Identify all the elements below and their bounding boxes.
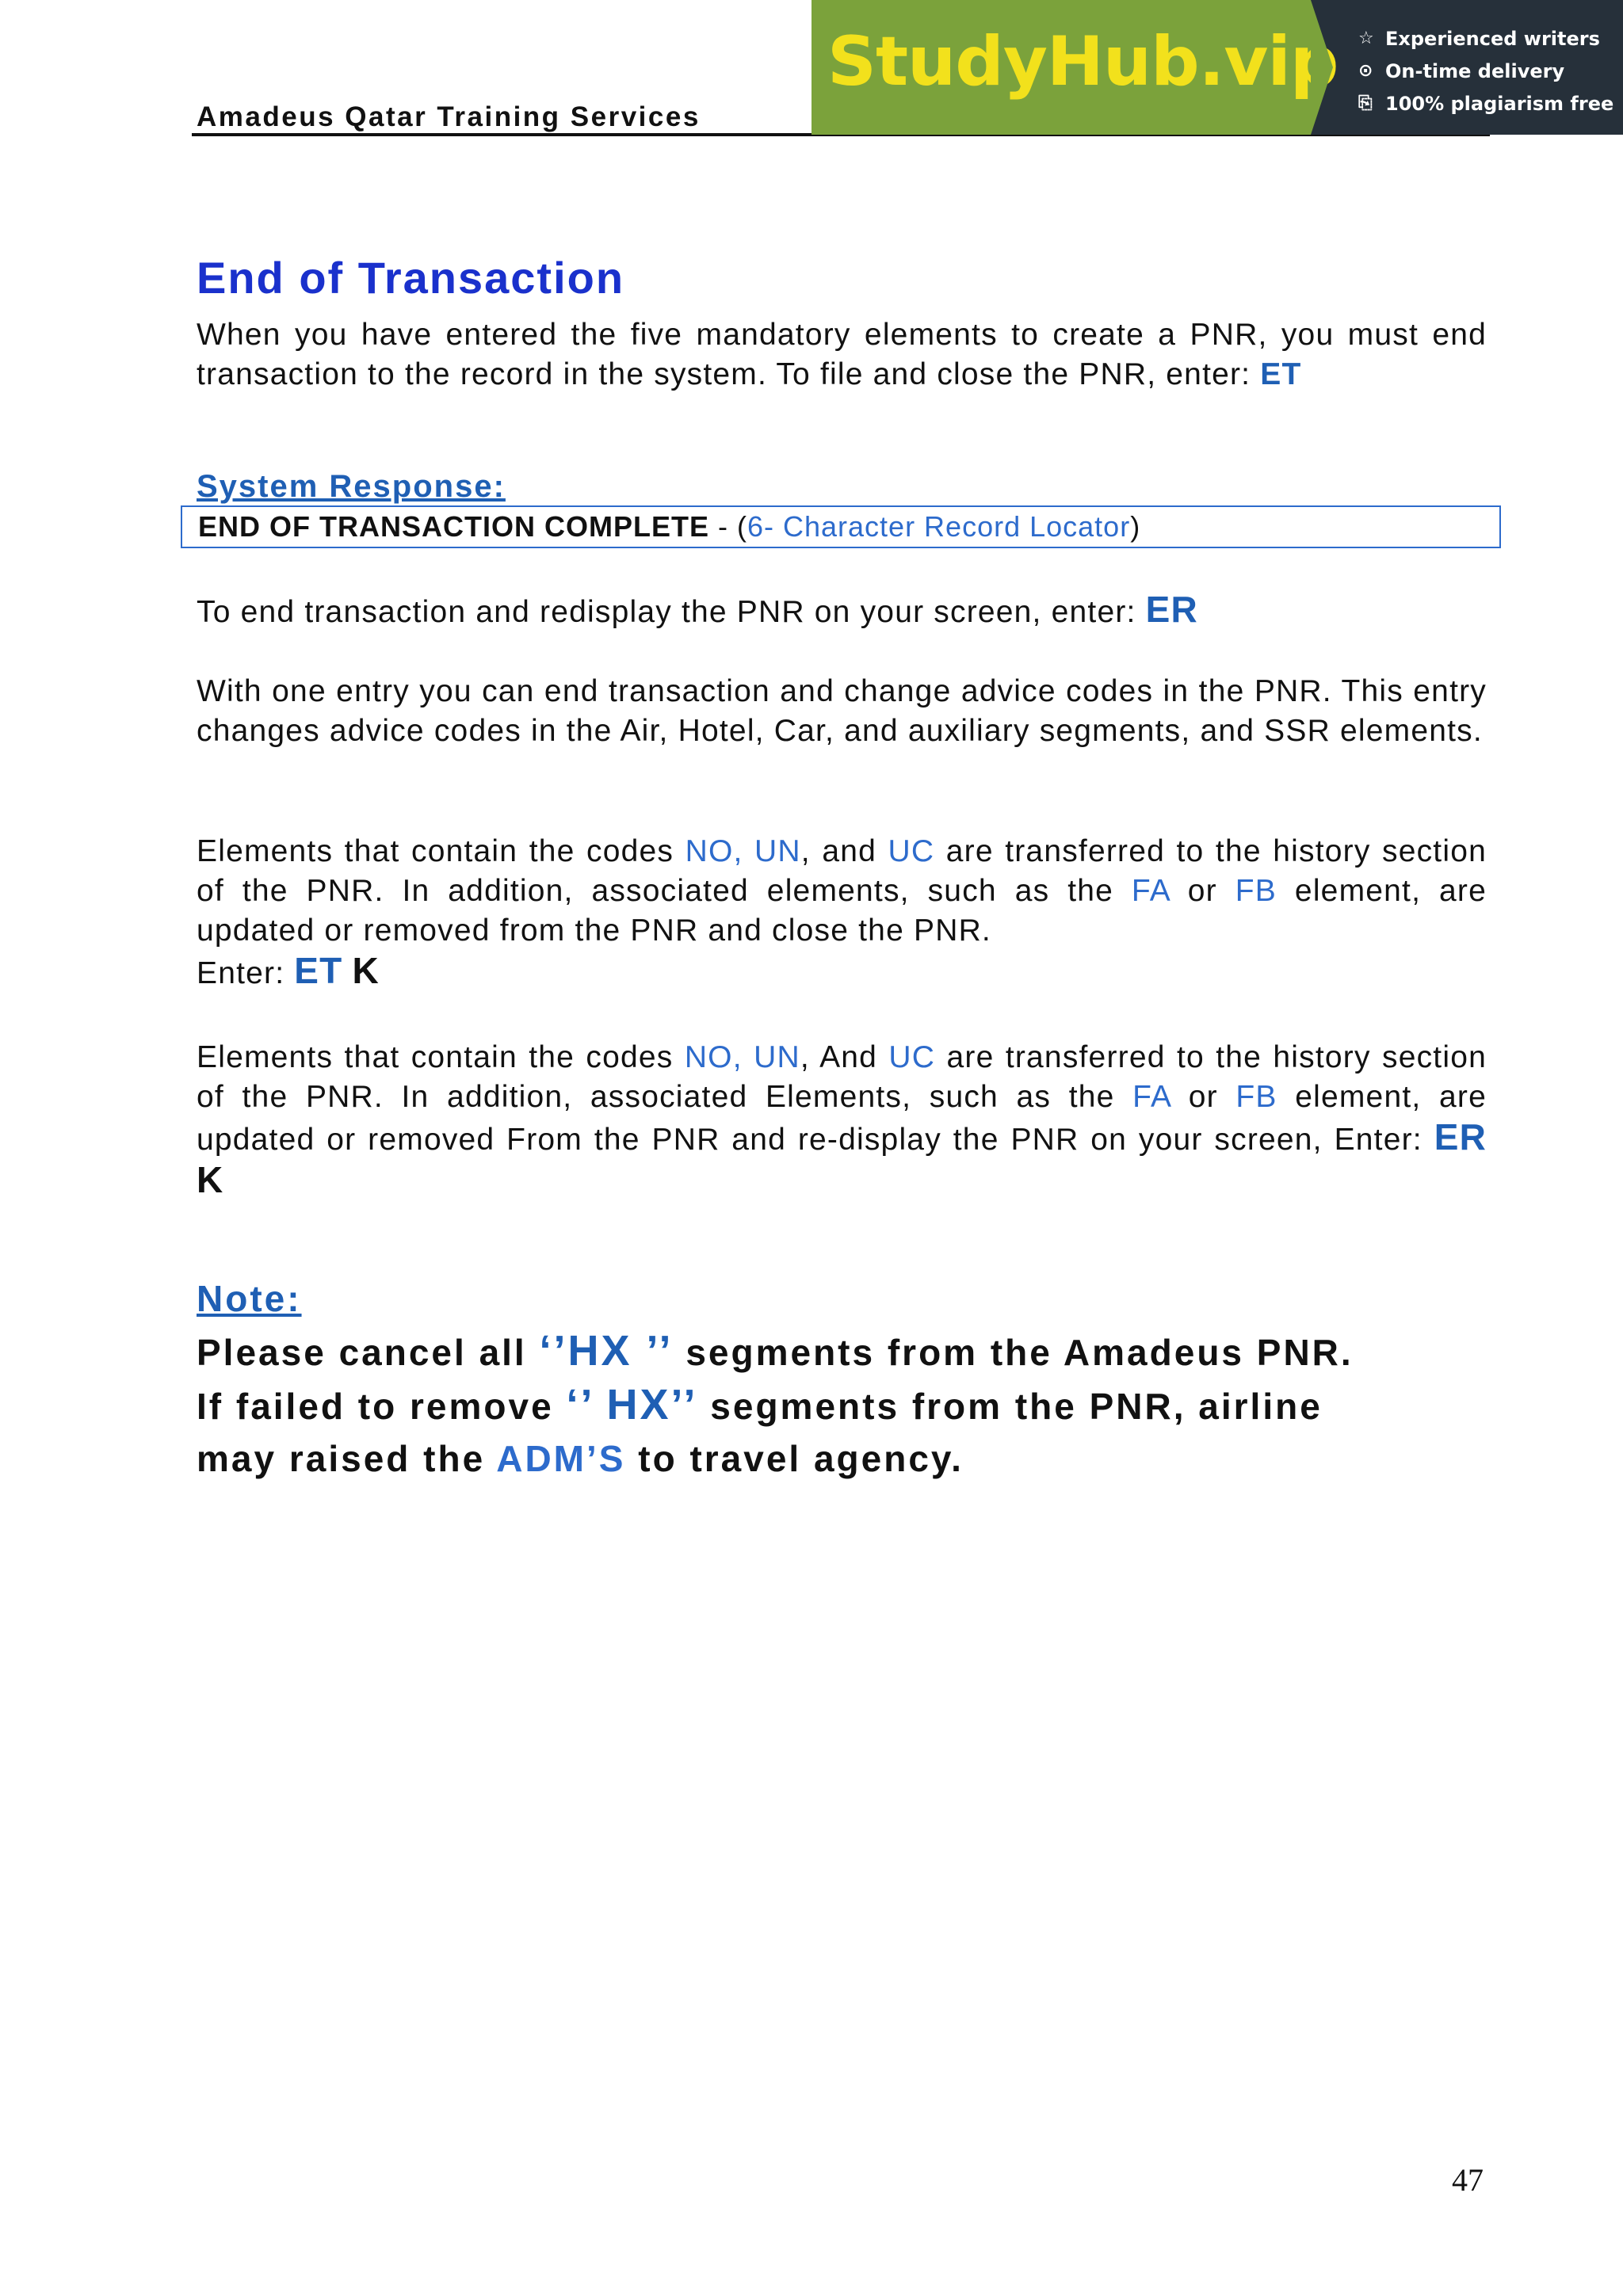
p1-text-c: are transferred to the history section of the PNR. In addition, associated elements, such as the	[197, 834, 1487, 908]
system-response-label: System Response:	[197, 469, 506, 504]
ad-features	[1311, 0, 1623, 135]
code-uc: UC	[888, 834, 935, 868]
system-response-box	[181, 505, 1501, 548]
code-no: NO,	[685, 834, 743, 868]
quote-mark: ‘’	[539, 1327, 568, 1375]
p2-text-c: are transferred to the history section of the PNR. In addition, associated Elements, such as the	[197, 1040, 1487, 1114]
k-command: K	[352, 950, 380, 991]
note-text-a: may raised the	[197, 1438, 497, 1479]
code-un: UN	[754, 834, 801, 868]
studyhub-logo[interactable]: StudyHub.vip	[827, 22, 1338, 101]
response-dash: - (	[709, 510, 747, 543]
document-header: Amadeus Qatar Training Services	[197, 101, 701, 132]
page-number: 47	[1452, 2162, 1484, 2198]
intro-paragraph	[197, 315, 1487, 395]
ad-feature-label: Experienced writers	[1385, 27, 1600, 50]
note-line-3	[197, 1432, 1496, 1485]
quote-mark: ‘’	[566, 1381, 593, 1428]
codes-paragraph-et	[197, 832, 1487, 994]
p1-text-a: Elements that contain the codes	[197, 834, 685, 868]
document-icon: ⎘	[1358, 93, 1373, 113]
p1-text-d: or	[1169, 874, 1235, 908]
response-close: )	[1130, 510, 1141, 543]
ad-banner[interactable]	[812, 0, 1623, 135]
redisplay-paragraph	[197, 589, 1487, 632]
k-command: K	[197, 1159, 224, 1200]
enter-label: Enter:	[197, 956, 295, 990]
er-command: ER	[1434, 1116, 1487, 1158]
response-main-text: END OF TRANSACTION COMPLETE	[198, 510, 709, 543]
note-line-1	[197, 1325, 1496, 1379]
redisplay-command: ER	[1145, 589, 1198, 630]
hx-code: HX	[567, 1327, 632, 1375]
ad-feature-label: 100% plagiarism free	[1385, 92, 1614, 115]
quote-mark: ’’	[632, 1327, 674, 1375]
code-fb: FB	[1235, 874, 1277, 908]
code-un: UN	[754, 1040, 800, 1074]
quote-mark: ’’	[670, 1381, 698, 1428]
note-text-a: If failed to remove	[197, 1386, 567, 1427]
section-title: End of Transaction	[197, 253, 625, 303]
code-uc: UC	[888, 1040, 936, 1074]
note-text-b: segments from the PNR, airline	[697, 1386, 1323, 1427]
response-locator: 6- Character Record Locator	[747, 510, 1131, 543]
note-text-a: Please cancel all	[197, 1332, 540, 1373]
et-command: ET	[294, 950, 343, 991]
ad-feature-label: On-time delivery	[1385, 59, 1565, 82]
note-label: Note:	[197, 1278, 302, 1319]
code-fa: FA	[1131, 874, 1170, 908]
advice-paragraph: With one entry you can end transaction and change advice codes in the PNR. This entry changes advice codes in the Air, Hotel, Car, and auxiliary segments, and SSR elements.	[197, 674, 1487, 748]
note-text	[197, 1325, 1496, 1485]
hx-code: HX	[592, 1381, 671, 1428]
adm-term: ADM’S	[496, 1438, 626, 1479]
redisplay-text: To end transaction and redisplay the PNR on your screen, enter:	[197, 595, 1136, 629]
note-line-2	[197, 1379, 1496, 1432]
code-fa: FA	[1132, 1080, 1171, 1114]
p2-text-e: element, are updated or removed From the PNR and re-display the PNR on your screen, Enter:	[197, 1080, 1487, 1157]
ad-feature-delivery	[1358, 55, 1623, 87]
note-text-b: segments from the Amadeus PNR.	[673, 1332, 1354, 1373]
ad-arrow-shape	[1311, 0, 1333, 135]
star-icon: ☆	[1358, 29, 1374, 48]
p2-text-d: or	[1170, 1080, 1236, 1114]
p2-text-a: Elements that contain the codes	[197, 1040, 685, 1074]
ad-feature-plagiarism	[1358, 87, 1623, 120]
code-no: NO,	[684, 1040, 743, 1074]
note-text-b: to travel agency.	[625, 1438, 964, 1479]
ad-feature-writers	[1358, 22, 1623, 55]
code-fb: FB	[1235, 1080, 1277, 1114]
p1-text-e: element, are updated or removed from the PNR and close the PNR.	[197, 874, 1487, 948]
p1-text-b: , and	[800, 834, 888, 868]
ad-logo-area[interactable]	[812, 0, 1338, 135]
intro-command: ET	[1260, 357, 1302, 391]
intro-text: When you have entered the five mandatory elements to create a PNR, you must end transaction to the record in the system. To file and close the PNR, enter:	[197, 318, 1487, 391]
clock-icon: ⊙	[1358, 61, 1373, 81]
codes-paragraph-er	[197, 1038, 1487, 1203]
p2-text-b: , And	[800, 1040, 889, 1074]
